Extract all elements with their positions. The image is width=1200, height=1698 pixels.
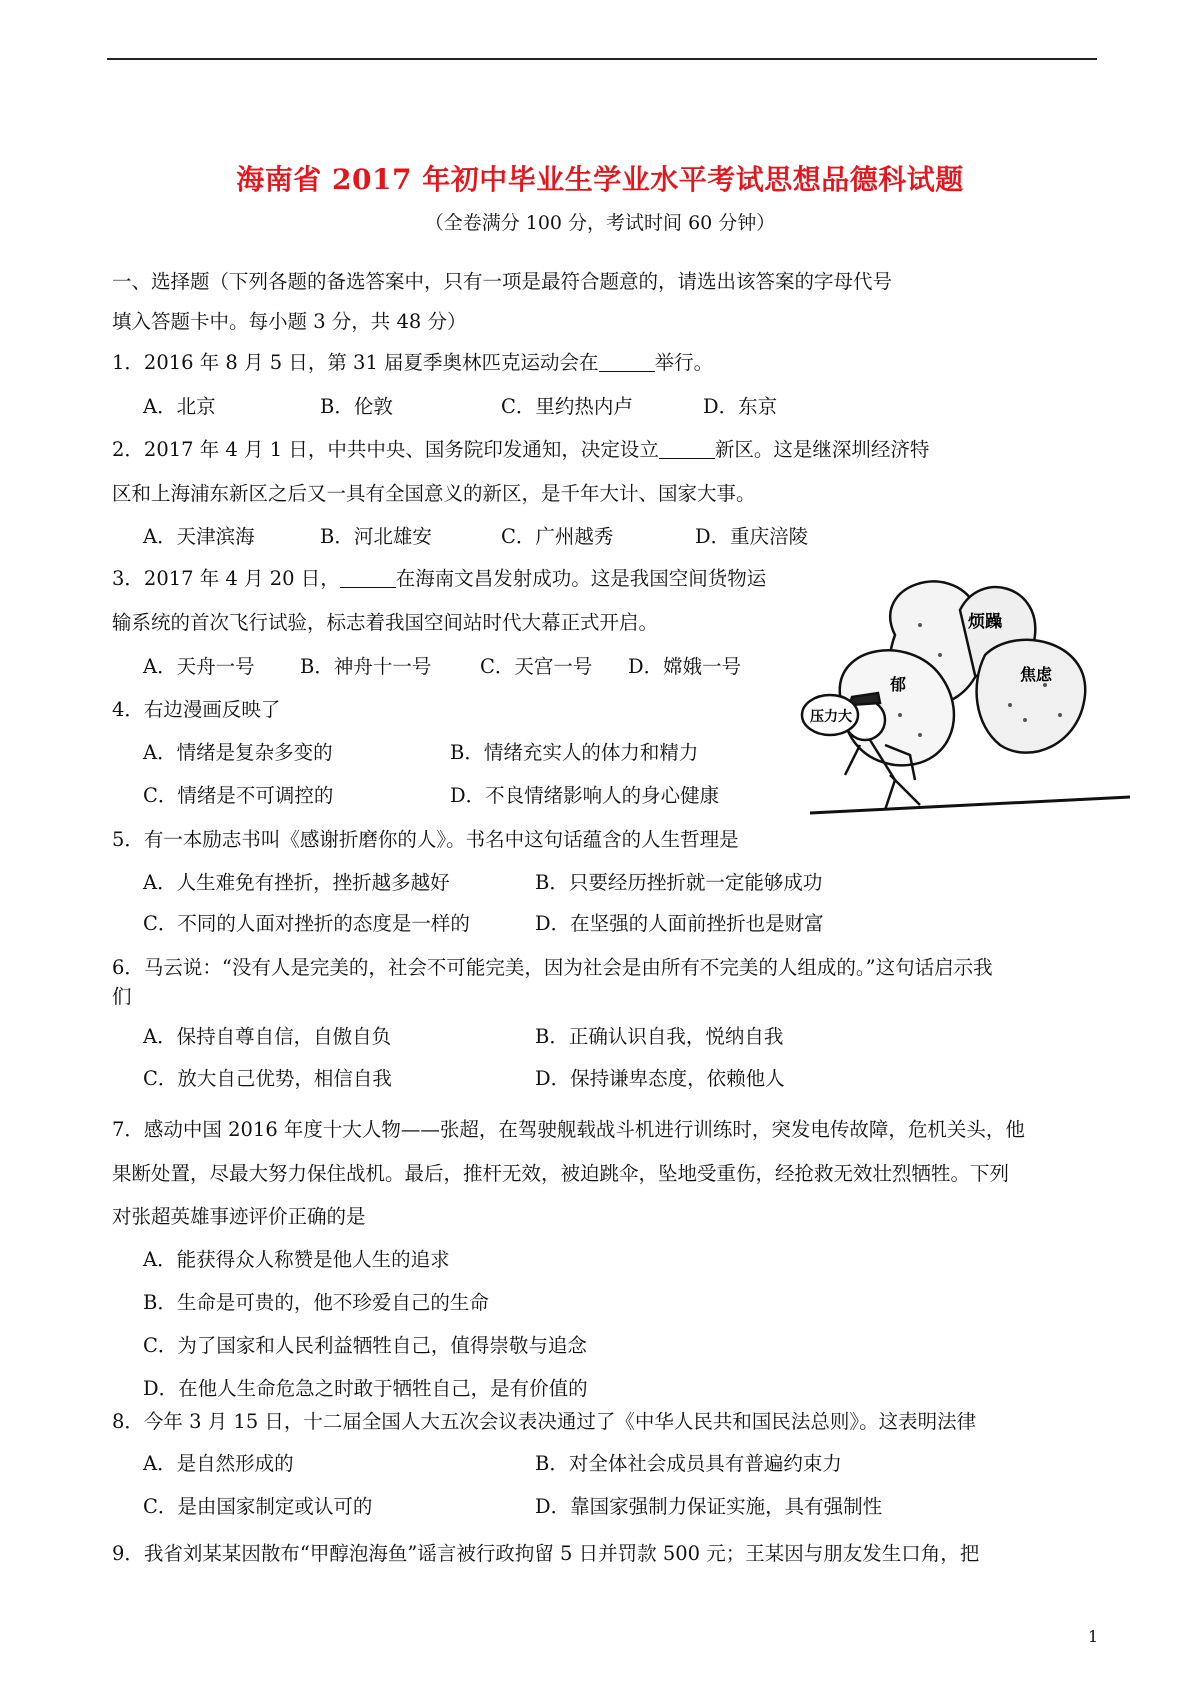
question-6-stem-line2: 们: [112, 985, 132, 1008]
answer-blank: [340, 567, 396, 588]
page-subtitle: （全卷满分 100 分，考试时间 60 分钟）: [424, 212, 776, 234]
question-6-stem-line1: 6．马云说：“没有人是完美的，社会不可能完美，因为社会是由所有不完美的人组成的。”这句话启示我: [112, 956, 993, 979]
q2-option-a: A．天津滨海: [143, 525, 255, 548]
cartoon-label-irritable: 烦躁: [968, 612, 1002, 632]
q5-option-d: D．在坚强的人面前挫折也是财富: [535, 912, 824, 935]
question-1-stem: 1．2016 年 8 月 5 日，第 31 届夏季奥林匹克运动会在 举行。: [112, 351, 714, 374]
q4-option-d: D．不良情绪影响人的身心健康: [450, 784, 720, 807]
q7-option-c: C．为了国家和人民利益牺牲自己，值得崇敬与追念: [143, 1334, 587, 1357]
question-7-stem-line1: 7．感动中国 2016 年度十大人物——张超，在驾驶舰载战斗机进行训练时，突发电传故障，危机关头，他: [112, 1118, 1025, 1141]
q3-option-d: D．嫦娥一号: [628, 655, 742, 678]
question-4-stem: 4．右边漫画反映了: [112, 698, 281, 721]
answer-blank: [659, 438, 715, 459]
q1-option-c: C．里约热内卢: [501, 395, 633, 418]
section-instructions-line1: 一、选择题（下列各题的备选答案中，只有一项是最符合题意的，请选出该答案的字母代号: [112, 270, 893, 293]
q3-option-c: C．天宫一号: [480, 655, 593, 678]
question-5-stem: 5．有一本励志书叫《感谢折磨你的人》。书名中这句话蕴含的人生哲理是: [112, 828, 739, 851]
cartoon-label-pressure: 压力大: [810, 709, 852, 725]
question-3-stem-line1: 3．2017 年 4 月 20 日， 在海南文昌发射成功。这是我国空间货物运: [112, 567, 767, 590]
q8-option-d: D．靠国家强制力保证实施，具有强制性: [535, 1495, 883, 1518]
q2-option-c: C．广州越秀: [501, 525, 614, 548]
q6-option-a: A．保持自尊自信，自傲自负: [143, 1025, 392, 1048]
q7-option-d: D．在他人生命危急之时敢于牺牲自己，是有价值的: [143, 1377, 588, 1400]
question-3-stem-line2: 输系统的首次飞行试验，标志着我国空间站时代大幕正式开启。: [112, 611, 659, 634]
q8-option-c: C．是由国家制定或认可的: [143, 1495, 373, 1518]
q5-option-a: A．人生难免有挫折，挫折越多越好: [143, 871, 450, 894]
question-7-stem-line2: 果断处置，尽最大努力保住战机。最后，推杆无效，被迫跳伞，坠地受重伤，经抢救无效壮烈牺牲。下列: [112, 1162, 1010, 1185]
question-8-stem: 8．今年 3 月 15 日，十二届全国人大五次会议表决通过了《中华人民共和国民法总则》。这表明法律: [112, 1410, 977, 1433]
q6-option-d: D．保持谦卑态度，依赖他人: [535, 1067, 785, 1090]
q1-option-d: D．东京: [703, 395, 778, 418]
question-7-stem-line3: 对张超英雄事迹评价正确的是: [112, 1205, 366, 1228]
cartoon-label-depressed: 郁: [890, 675, 907, 694]
q1-option-b: B．伦敦: [320, 395, 393, 418]
q4-option-a: A．情绪是复杂多变的: [143, 741, 333, 764]
q4-option-c: C．情绪是不可调控的: [143, 784, 334, 807]
q8-option-b: B．对全体社会成员具有普遍约束力: [535, 1452, 842, 1475]
cartoon-illustration: [800, 565, 1135, 825]
q8-option-a: A．是自然形成的: [143, 1452, 294, 1475]
question-2-stem-line1: 2．2017 年 4 月 1 日，中共中央、国务院印发通知，决定设立 新区。这是继深圳经济特: [112, 438, 930, 461]
q3-option-b: B．神舟十一号: [300, 655, 432, 678]
answer-blank: [599, 351, 655, 372]
q3-option-a: A．天舟一号: [143, 655, 255, 678]
q1-option-a: A．北京: [143, 395, 216, 418]
page-title: 海南省 2017 年初中毕业生学业水平考试思想品德科试题: [236, 163, 964, 196]
section-instructions-line2: 填入答题卡中。每小题 3 分，共 48 分）: [112, 310, 467, 333]
q2-option-b: B．河北雄安: [320, 525, 432, 548]
question-2-stem-line2: 区和上海浦东新区之后又一具有全国意义的新区，是千年大计、国家大事。: [112, 482, 756, 505]
cartoon-label-anxious: 焦虑: [1020, 665, 1053, 684]
q4-option-b: B．情绪充实人的体力和精力: [450, 741, 699, 764]
q2-option-d: D．重庆涪陵: [695, 525, 809, 548]
q5-option-b: B．只要经历挫折就一定能够成功: [535, 871, 823, 894]
q6-option-c: C．放大自己优势，相信自我: [143, 1067, 392, 1090]
q6-option-b: B．正确认识自我，悦纳自我: [535, 1025, 784, 1048]
q7-option-b: B．生命是可贵的，他不珍爱自己的生命: [143, 1291, 489, 1314]
page-number: 1: [1088, 1627, 1099, 1646]
q5-option-c: C．不同的人面对挫折的态度是一样的: [143, 912, 470, 935]
header-rule: [107, 58, 1097, 60]
question-9-stem: 9．我省刘某某因散布“甲醇泡海鱼”谣言被行政拘留 5 日并罚款 500 元；王某因与朋友发生口角，把: [112, 1542, 980, 1565]
q7-option-a: A．能获得众人称赞是他人生的追求: [143, 1248, 450, 1271]
